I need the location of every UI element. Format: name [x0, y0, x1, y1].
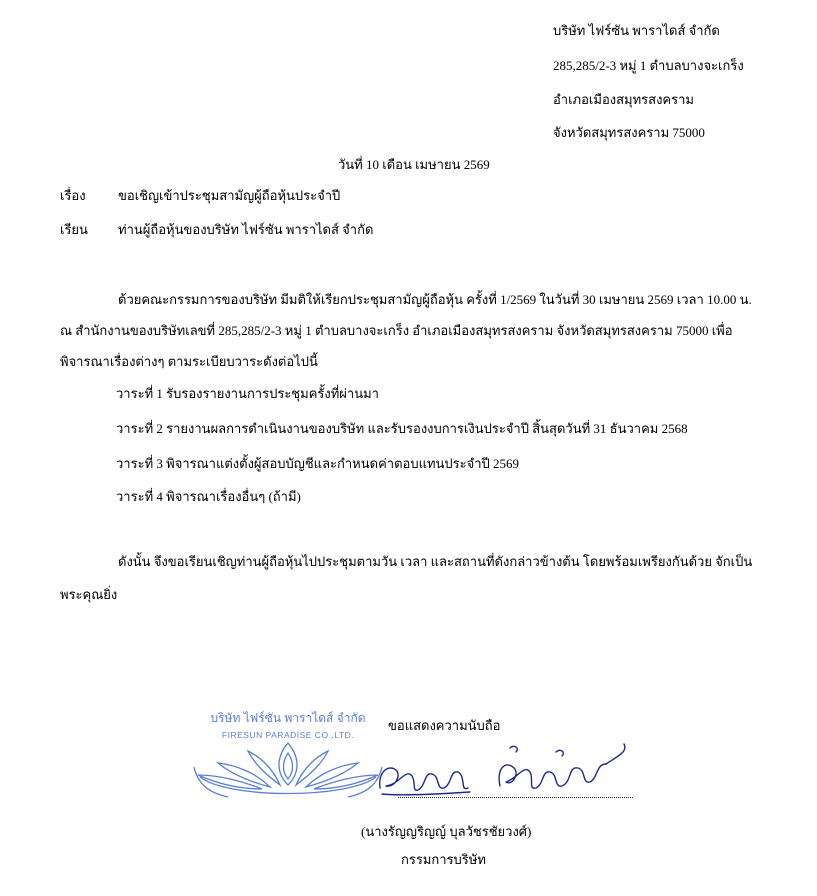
company-stamp [188, 705, 388, 805]
lotus-emblem-icon [194, 743, 382, 797]
company-address-line3: จังหวัดสมุทรสงคราม 75000 [553, 125, 705, 140]
company-address-line1: 285,285/2-3 หมู่ 1 ตำบลบางจะเกร็ง [553, 58, 744, 73]
stamp-thai-name: บริษัท ไฟร์ซัน พาราไดส์ จำกัด [210, 711, 366, 725]
recipient-text: ท่านผู้ถือหุ้นของบริษัท ไฟร์ซัน พาราไดส์ จำกัด [118, 222, 374, 237]
agenda-item: วาระที่ 1 รับรองรายงานการประชุมครั้งที่ผ่านมา [116, 386, 379, 401]
body-para1-line1: ด้วยคณะกรรมการของบริษัท มีมติให้เรียกประชุมสามัญผู้ถือหุ้น ครั้งที่ 1/2569 ในวันที่ 30 เมษายน 2569 เวลา 10.00 น. [118, 292, 752, 307]
signature-line [398, 797, 633, 798]
agenda-item: วาระที่ 2 รายงานผลการดำเนินงานของบริษัท และรับรองงบการเงินประจำปี สิ้นสุดวันที่ 31 ธันวาคม 2568 [116, 421, 688, 436]
company-name: บริษัท ไฟร์ซัน พาราไดส์ จำกัด [553, 23, 720, 38]
company-address-line2: อำเภอเมืองสมุทรสงคราม [553, 92, 694, 107]
signatory-name: (นางรัญญริญญ์ บุลวัชรชัยวงศ์) [361, 824, 532, 839]
stamp-english-name: FIRESUN PARADISE CO.,LTD. [221, 730, 355, 740]
letter-date: วันที่ 10 เดือน เมษายน 2569 [338, 157, 490, 172]
agenda-item: วาระที่ 3 พิจารณาแต่งตั้งผู้สอบบัญชีและกำหนดค่าตอบแทนประจำปี 2569 [116, 456, 520, 471]
body-para1-line2: ณ สำนักงานของบริษัทเลขที่ 285,285/2-3 หมู่ 1 ตำบลบางจะเกร็ง อำเภอเมืองสมุทรสงคราม จังหวัดสมุทรสงคราม 75000 เพื่อ [60, 323, 733, 338]
signatory-title: กรรมการบริษัท [401, 852, 486, 867]
body-para2-line1: ดังนั้น จึงขอเรียนเชิญท่านผู้ถือหุ้นไปประชุมตามวัน เวลา และสถานที่ดังกล่าวข้างต้น โดยพร้อมเพรียงกันด้วย จักเป็น [118, 554, 753, 569]
closing-text: ขอแสดงความนับถือ [388, 718, 501, 733]
subject-text: ขอเชิญเข้าประชุมสามัญผู้ถือหุ้นประจำปี [118, 188, 341, 203]
recipient-label: เรียน [60, 222, 88, 237]
agenda-item: วาระที่ 4 พิจารณาเรื่องอื่นๆ (ถ้ามี) [116, 489, 301, 504]
body-para2-line2: พระคุณยิ่ง [60, 587, 118, 602]
body-para1-line3: พิจารณาเรื่องต่างๆ ตามระเบียบวาระดังต่อไปนี้ [60, 354, 318, 369]
subject-label: เรื่อง [60, 188, 86, 203]
